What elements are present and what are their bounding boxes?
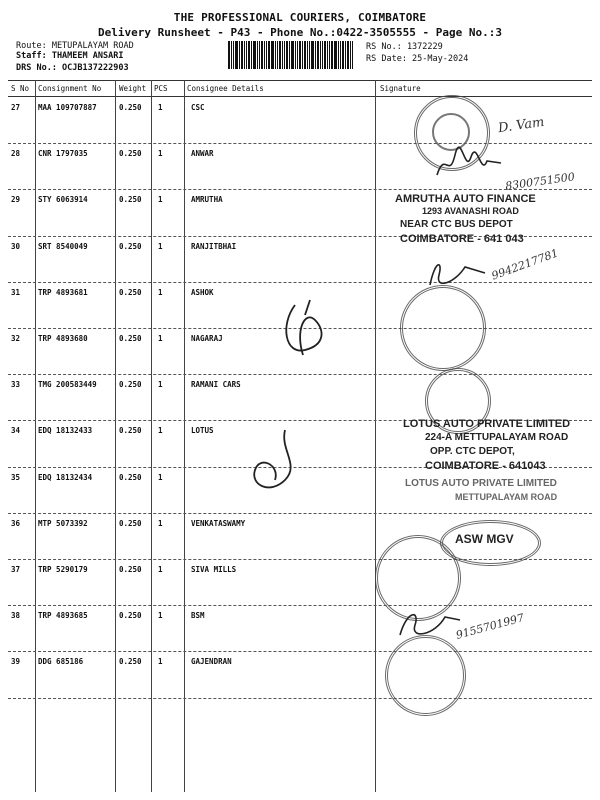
row-separator [8, 374, 592, 375]
phone-row30: 9942217781 [489, 246, 561, 283]
col-consignment: Consignment No [38, 84, 102, 93]
consignee-cell: RANJITBHAI [191, 241, 237, 251]
sno-cell: 36 [11, 518, 21, 528]
phone-row38: 9155701997 [454, 611, 526, 642]
signature-row34-35 [240, 425, 310, 495]
company-stamp-row39 [385, 635, 466, 716]
table-row [0, 559, 600, 605]
col-pcs: PCS [154, 84, 168, 93]
initials-row36: ASW MGV [455, 532, 514, 546]
pcs-cell: 1 [158, 518, 163, 528]
signature-row27: D. Vam [497, 114, 546, 137]
weight-cell: 0.250 [119, 380, 142, 390]
pcs-cell: 1 [158, 334, 163, 343]
consignee-cell: CSC [191, 103, 205, 112]
consignee-cell: RAMANI CARS [191, 380, 241, 390]
col-consignee: Consignee Details [187, 84, 264, 93]
consignment-cell: SRT 8540049 [38, 241, 88, 251]
header-top-rule [8, 80, 592, 81]
sno-cell: 32 [11, 334, 21, 343]
consignment-cell: EDQ 18132433 [38, 426, 93, 436]
weight-cell: 0.250 [119, 518, 142, 528]
barcode-icon [228, 41, 358, 69]
weight-cell: 0.250 [119, 334, 142, 343]
weight-cell: 0.250 [119, 657, 142, 667]
weight-cell: 0.250 [119, 287, 142, 297]
rs-number: RS No.: 1372229 [366, 42, 443, 52]
pcs-cell: 1 [158, 103, 163, 112]
sno-cell: 28 [11, 149, 21, 159]
table-row [0, 605, 600, 651]
weight-cell: 0.250 [119, 565, 142, 574]
weight-cell: 0.250 [119, 241, 142, 251]
consignment-cell: MAA 109707887 [38, 103, 97, 112]
weight-cell: 0.250 [119, 149, 142, 159]
pcs-cell: 1 [158, 426, 163, 436]
consignee-cell: BSM [191, 611, 205, 621]
table-bottom-rule [8, 698, 592, 699]
drs-number: DRS No.: OCJB137222903 [16, 63, 129, 73]
pcs-cell: 1 [158, 195, 163, 205]
staff-text: Staff: THAMEEM ANSARI [16, 51, 124, 61]
consignment-cell: STY 6063914 [38, 195, 88, 205]
company-stamp-row31 [400, 285, 486, 371]
consignee-cell: GAJENDRAN [191, 657, 232, 667]
stamp-row34-l3: OPP. CTC DEPOT, [430, 446, 515, 457]
col-weight: Weight [119, 84, 147, 93]
stamp-row35-l1: LOTUS AUTO PRIVATE LIMITED [405, 478, 557, 489]
phone-row28: 8300751500 [504, 170, 576, 193]
stamp-row34-l4: COIMBATORE - 641043 [425, 460, 546, 472]
pcs-cell: 1 [158, 611, 163, 621]
runsheet-subtitle: Delivery Runsheet - P43 - Phone No.:0422-3505555 - Page No.:3 [98, 26, 502, 39]
stamp-row29-l4: COIMBATORE - 641 043 [400, 233, 524, 245]
pcs-cell: 1 [158, 380, 163, 390]
runsheet-title: THE PROFESSIONAL COURIERS, COIMBATORE [173, 11, 427, 24]
rs-date: RS Date: 25-May-2024 [366, 54, 469, 64]
sno-cell: 29 [11, 195, 21, 205]
sno-cell: 37 [11, 565, 21, 574]
table-header [0, 82, 600, 96]
weight-cell: 0.250 [119, 472, 142, 482]
consignment-cell: TRP 5290179 [38, 565, 88, 574]
consignment-cell: TRP 4893685 [38, 611, 88, 621]
consignee-cell: ANWAR [191, 149, 214, 159]
stamp-row29-l3: NEAR CTC BUS DEPOT [400, 219, 513, 230]
pcs-cell: 1 [158, 287, 163, 297]
stamp-row29-l2: 1293 AVANASHI ROAD [422, 206, 519, 216]
sno-cell: 39 [11, 657, 21, 667]
sno-cell: 38 [11, 611, 21, 621]
pcs-cell: 1 [158, 472, 163, 482]
consignment-cell: TRP 4893681 [38, 287, 88, 297]
sno-cell: 33 [11, 380, 21, 390]
consignee-cell: AMRUTHA [191, 195, 223, 205]
sno-cell: 30 [11, 241, 21, 251]
weight-cell: 0.250 [119, 103, 142, 112]
signature-row28 [435, 145, 505, 185]
consignee-cell: SIVA MILLS [191, 565, 237, 574]
consignment-cell: MTP 5073392 [38, 518, 88, 528]
sno-cell: 31 [11, 287, 21, 297]
stamp-row34-l2: 224-A METTUPALAYAM ROAD [425, 432, 569, 443]
consignment-cell: CNR 1797035 [38, 149, 88, 159]
pcs-cell: 1 [158, 241, 163, 251]
consignment-cell: TRP 4893680 [38, 334, 88, 343]
row-separator [8, 605, 592, 606]
consignee-cell: ASHOK [191, 287, 214, 297]
row-separator [8, 189, 592, 190]
signature-row32 [275, 295, 335, 365]
consignment-cell: TMG 200583449 [38, 380, 97, 390]
pcs-cell: 1 [158, 657, 163, 667]
stamp-row35-l2: METTUPALAYAM ROAD [455, 492, 558, 502]
sno-cell: 27 [11, 103, 21, 112]
weight-cell: 0.250 [119, 611, 142, 621]
pcs-cell: 1 [158, 149, 163, 159]
consignee-cell: VENKATASWAMY [191, 518, 246, 528]
sno-cell: 35 [11, 472, 21, 482]
row-separator [8, 513, 592, 514]
col-sno: S No [11, 84, 30, 93]
pcs-cell: 1 [158, 565, 163, 574]
table-row [0, 651, 600, 697]
col-signature: Signature [380, 84, 421, 93]
stamp-row29-l1: AMRUTHA AUTO FINANCE [395, 193, 536, 205]
table-row [0, 374, 600, 420]
route-text: Route: METUPALAYAM ROAD [16, 41, 134, 51]
row-separator [8, 282, 592, 283]
consignment-cell: EDQ 18132434 [38, 472, 93, 482]
stamp-row34-l1: LOTUS AUTO PRIVATE LIMITED [403, 418, 571, 430]
weight-cell: 0.250 [119, 195, 142, 205]
consignee-cell: NAGARAJ [191, 334, 223, 343]
row-separator [8, 651, 592, 652]
sno-cell: 34 [11, 426, 21, 436]
consignment-cell: DDG 685186 [38, 657, 84, 667]
weight-cell: 0.250 [119, 426, 142, 436]
consignee-cell: LOTUS [191, 426, 214, 436]
